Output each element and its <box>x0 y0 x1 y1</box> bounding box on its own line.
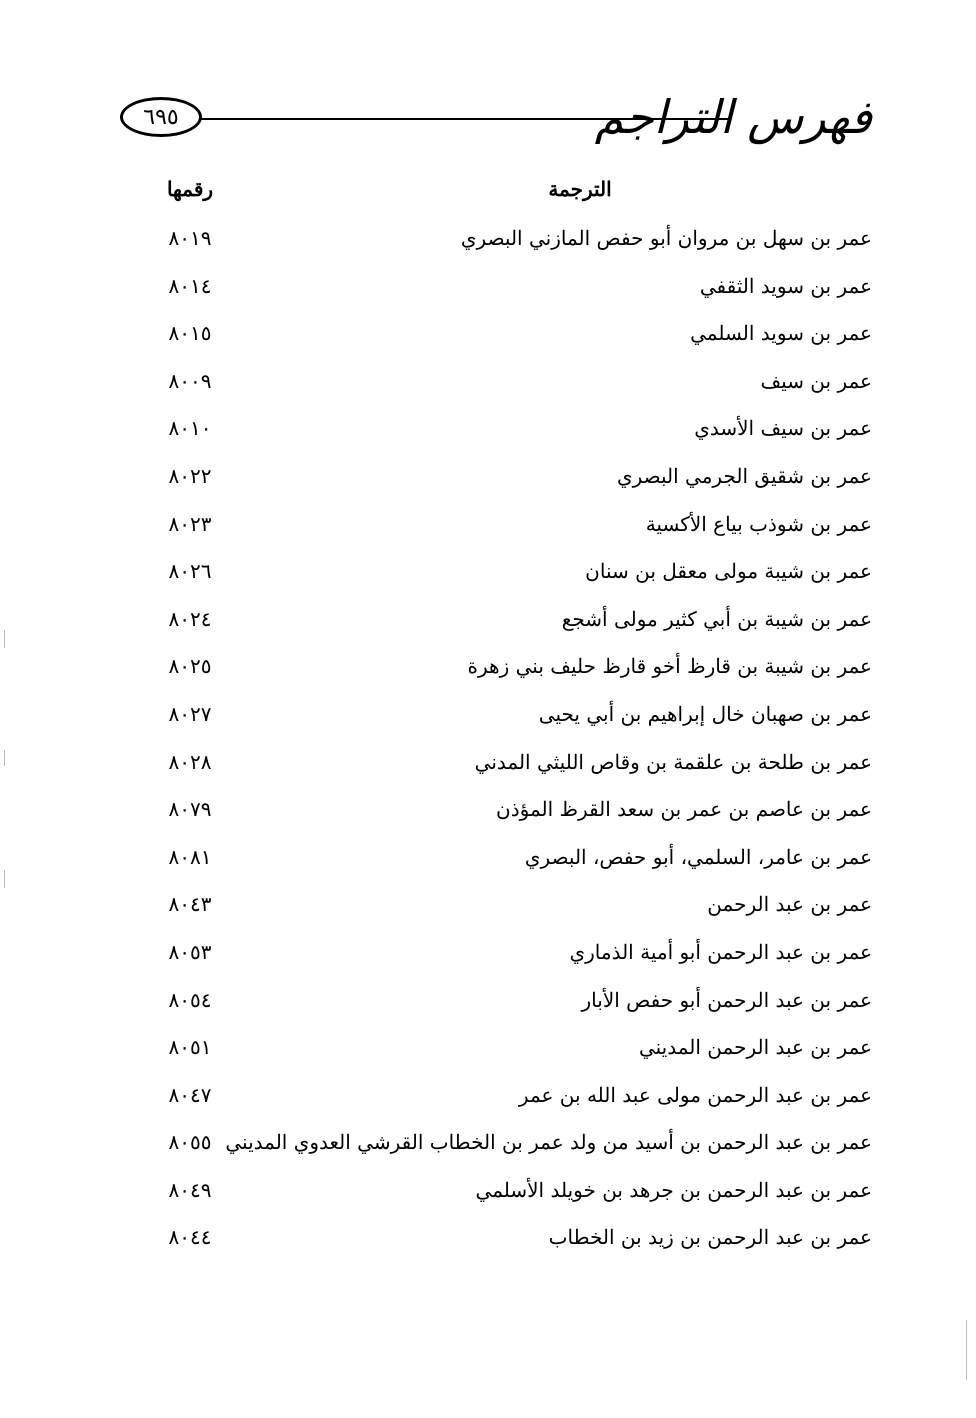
entry-name: عمر بن عبد الرحمن بن زيد بن الخطاب <box>548 1225 872 1250</box>
entry-name: عمر بن عبد الرحمن <box>707 892 872 917</box>
entry-name: عمر بن طلحة بن علقمة بن وقاص الليثي المدني <box>474 749 872 774</box>
index-entry <box>150 599 872 647</box>
entry-number: ٨٠٤٣ <box>168 892 212 917</box>
entry-number: ٨٠٤٩ <box>168 1177 212 1202</box>
index-entry <box>150 408 872 456</box>
entry-name: عمر بن عبد الرحمن بن جرهد بن خويلد الأسلمي <box>475 1177 872 1202</box>
entry-name: عمر بن شيبة بن قارظ أخو قارظ حليف بني زهرة <box>467 654 872 679</box>
entry-name: عمر بن صهبان خال إبراهيم بن أبي يحيى <box>538 701 872 726</box>
entry-number: ٨٠١٤ <box>168 273 212 298</box>
index-entry <box>150 313 872 361</box>
entry-number: ٨٠٠٩ <box>168 368 212 393</box>
entry-number: ٨٠١٥ <box>168 321 212 346</box>
entry-name: عمر بن عبد الرحمن المديني <box>638 1035 872 1060</box>
page-header <box>120 85 880 165</box>
entry-name: عمر بن عبد الرحمن مولى عبد الله بن عمر <box>518 1082 872 1107</box>
column-header-name: الترجمة <box>548 177 612 201</box>
column-header-number: رقمها <box>166 177 214 201</box>
entry-number: ٨٠٢٣ <box>168 511 212 536</box>
scan-mark <box>4 630 5 648</box>
entry-number: ٨٠١٠ <box>168 416 212 441</box>
index-entry <box>150 932 872 980</box>
entry-number: ٨٠٨١ <box>168 844 212 869</box>
entry-number: ٨٠٥٤ <box>168 987 212 1012</box>
entry-number: ٨٠٤٧ <box>168 1082 212 1107</box>
entry-name: عمر بن عبد الرحمن أبو حفص الأبار <box>581 987 872 1012</box>
index-entry <box>150 1217 872 1265</box>
entry-name: عمر بن سيف الأسدي <box>694 416 872 441</box>
entry-name: عمر بن عامر، السلمي، أبو حفص، البصري <box>524 844 872 869</box>
index-entry <box>150 361 872 409</box>
index-entry <box>150 266 872 314</box>
entry-name: عمر بن سويد الثقفي <box>699 273 872 298</box>
index-entry <box>150 694 872 742</box>
entry-number: ٨٠٢٢ <box>168 463 212 488</box>
entry-name: عمر بن شقيق الجرمي البصري <box>616 463 872 488</box>
entry-name: عمر بن شوذب بياع الأكسية <box>645 511 872 536</box>
index-entry <box>150 456 872 504</box>
entry-number: ٨٠٤٤ <box>168 1225 212 1250</box>
entry-name: عمر بن سيف <box>760 368 872 393</box>
index-entry <box>150 646 872 694</box>
index-entry <box>150 789 872 837</box>
index-entry <box>150 551 872 599</box>
index-list <box>150 218 872 1265</box>
entry-number: ٨٠٥١ <box>168 1035 212 1060</box>
entry-number: ٨٠٢٥ <box>168 654 212 679</box>
entry-name: عمر بن عبد الرحمن أبو أمية الذماري <box>569 939 872 964</box>
index-entry <box>150 504 872 552</box>
index-entry <box>150 884 872 932</box>
entry-number: ٨٠٥٣ <box>168 939 212 964</box>
entry-name: عمر بن عاصم بن عمر بن سعد القرظ المؤذن <box>496 797 872 822</box>
entry-number: ٨٠١٩ <box>168 226 212 250</box>
entry-number: ٨٠٢٦ <box>168 559 212 584</box>
entry-number: ٨٠٢٤ <box>168 606 212 631</box>
scan-mark <box>966 1320 967 1380</box>
index-entry <box>150 980 872 1028</box>
index-entry <box>150 742 872 790</box>
entry-name: عمر بن سهل بن مروان أبو حفص المازني البصري <box>460 226 872 250</box>
index-entry <box>150 837 872 885</box>
entry-number: ٨٠٢٨ <box>168 749 212 774</box>
entry-number: ٨٠٢٧ <box>168 701 212 726</box>
index-entry <box>150 1075 872 1123</box>
page-title: فهرس التراجم <box>594 90 872 144</box>
entry-number: ٨٠٧٩ <box>168 797 212 822</box>
entry-name: عمر بن عبد الرحمن بن أسيد من ولد عمر بن الخطاب القرشي العدوي المديني <box>225 1130 872 1155</box>
index-entry <box>150 1122 872 1170</box>
page-number: ٦٩٥ <box>143 104 179 130</box>
page-number-badge <box>120 97 202 137</box>
entry-name: عمر بن سويد السلمي <box>690 321 872 346</box>
entry-name: عمر بن شيبة مولى معقل بن سنان <box>585 559 872 584</box>
entry-number: ٨٠٥٥ <box>168 1130 212 1155</box>
scan-mark <box>4 870 5 888</box>
scan-mark <box>4 750 5 766</box>
index-entry <box>150 218 872 266</box>
index-entry <box>150 1027 872 1075</box>
index-entry <box>150 1170 872 1218</box>
entry-name: عمر بن شيبة بن أبي كثير مولى أشجع <box>561 606 872 631</box>
